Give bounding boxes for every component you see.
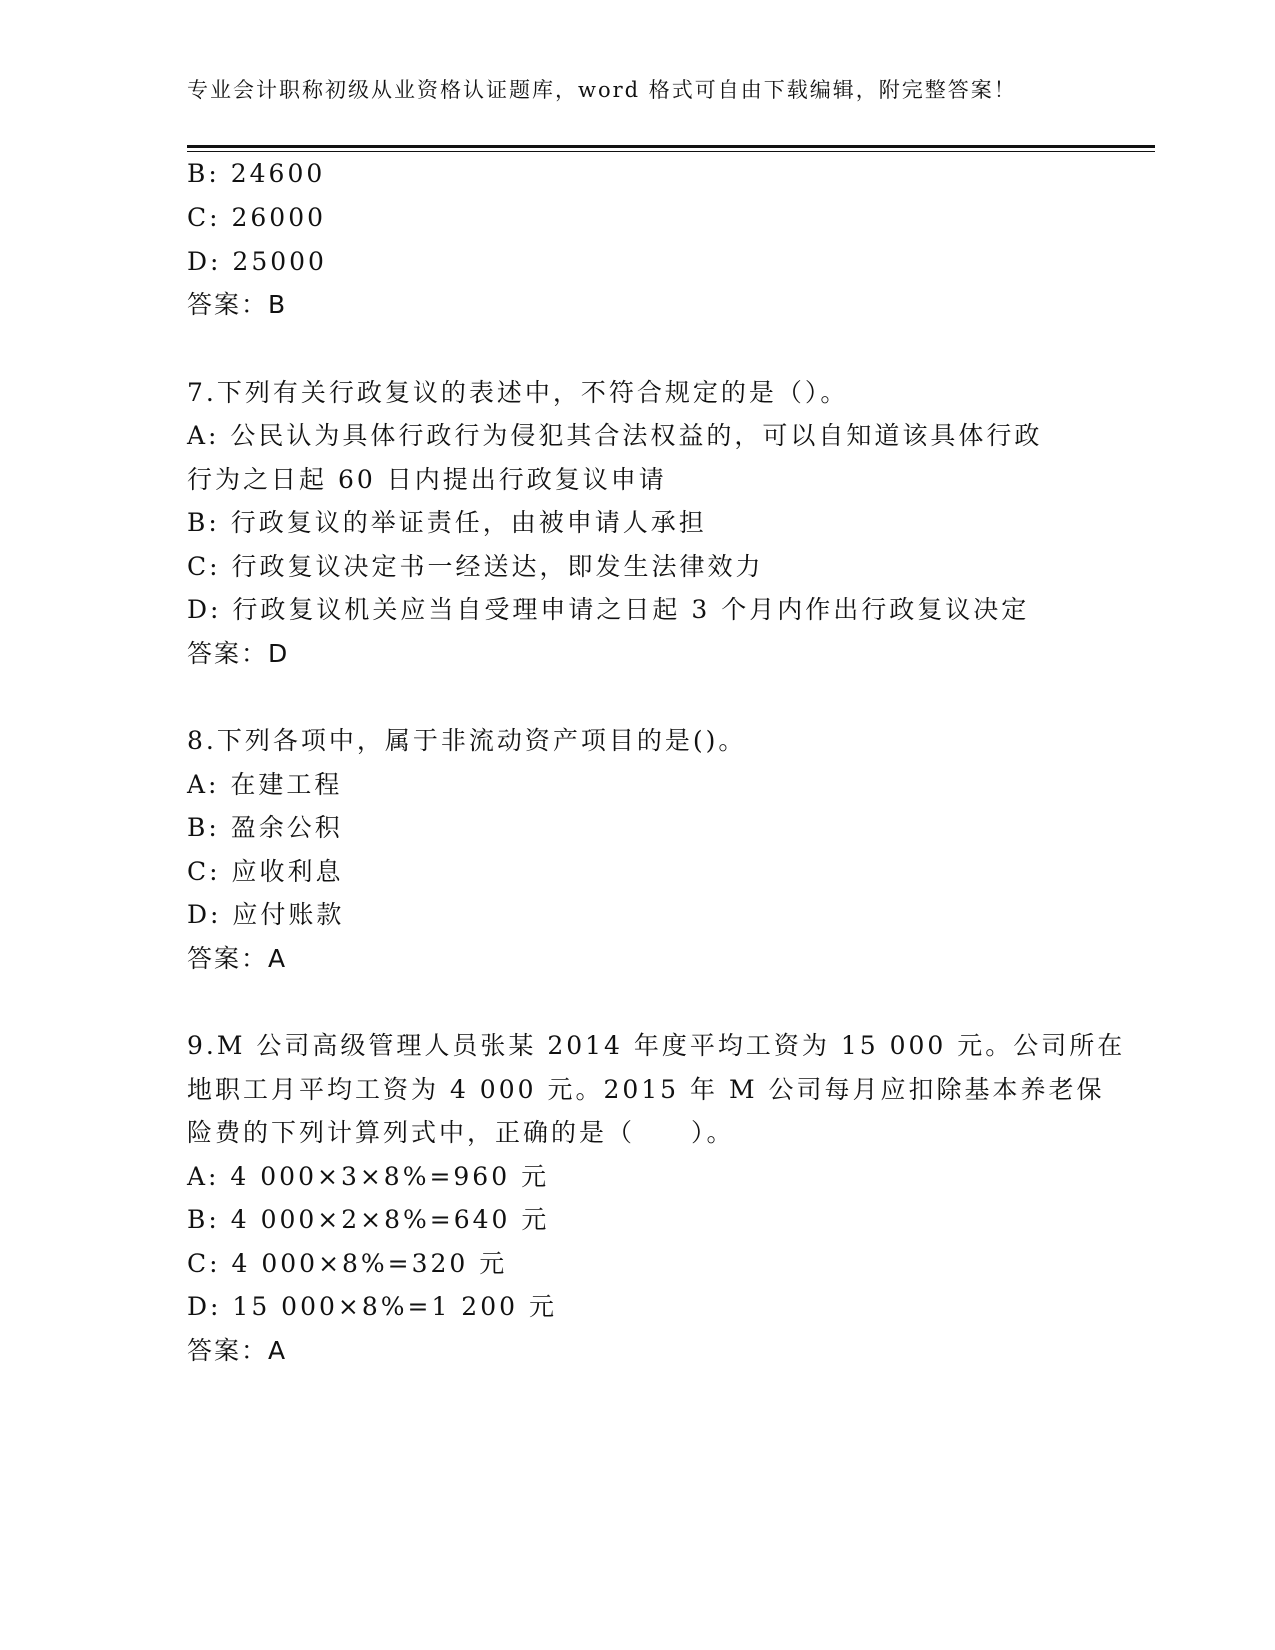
option-c: C: 26000 xyxy=(187,203,327,232)
option-d: D: 应付账款 xyxy=(187,900,345,929)
option-b: B: 4 000×2×8%=640 元 xyxy=(187,1205,550,1234)
answer: 答案：D xyxy=(187,639,290,668)
question-stem-line-2: 地职工月平均工资为 4 000 元。2015 年 M 公司每月应扣除基本养老保 xyxy=(187,1075,1105,1104)
question-stem: 8.下列各项中，属于非流动资产项目的是()。 xyxy=(187,726,747,755)
option-a-continued: 行为之日起 60 日内提出行政复议申请 xyxy=(187,465,667,494)
option-a: A: 4 000×3×8%=960 元 xyxy=(187,1162,550,1191)
question-stem: 9.M 公司高级管理人员张某 2014 年度平均工资为 15 000 元。公司所在 xyxy=(187,1031,1126,1060)
option-a: A: 公民认为具体行政行为侵犯其合法权益的，可以自知道该具体行政 xyxy=(187,421,1043,450)
option-b: B: 盈余公积 xyxy=(187,813,343,842)
option-a: A: 在建工程 xyxy=(187,770,343,799)
answer: 答案：B xyxy=(187,290,288,319)
option-d: D: 15 000×8%=1 200 元 xyxy=(187,1292,557,1321)
option-d: D: 25000 xyxy=(187,247,327,276)
option-c: C: 行政复议决定书一经送达，即发生法律效力 xyxy=(187,552,764,581)
option-b: B: 行政复议的举证责任，由被申请人承担 xyxy=(187,508,707,537)
option-d: D: 行政复议机关应当自受理申请之日起 3 个月内作出行政复议决定 xyxy=(187,595,1030,624)
answer: 答案：A xyxy=(187,944,288,973)
question-stem: 7.下列有关行政复议的表述中，不符合规定的是（）。 xyxy=(187,378,849,407)
header-rule-thick xyxy=(187,145,1155,148)
question-stem-line-3: 险费的下列计算列式中，正确的是（ ）。 xyxy=(187,1118,735,1147)
option-c: C: 应收利息 xyxy=(187,857,344,886)
page-header: 专业会计职称初级从业资格认证题库，word 格式可自由下载编辑，附完整答案！ xyxy=(187,78,1017,102)
answer: 答案：A xyxy=(187,1336,288,1365)
header-rule-thin xyxy=(187,151,1155,152)
option-b: B: 24600 xyxy=(187,159,326,188)
option-c: C: 4 000×8%=320 元 xyxy=(187,1249,508,1278)
